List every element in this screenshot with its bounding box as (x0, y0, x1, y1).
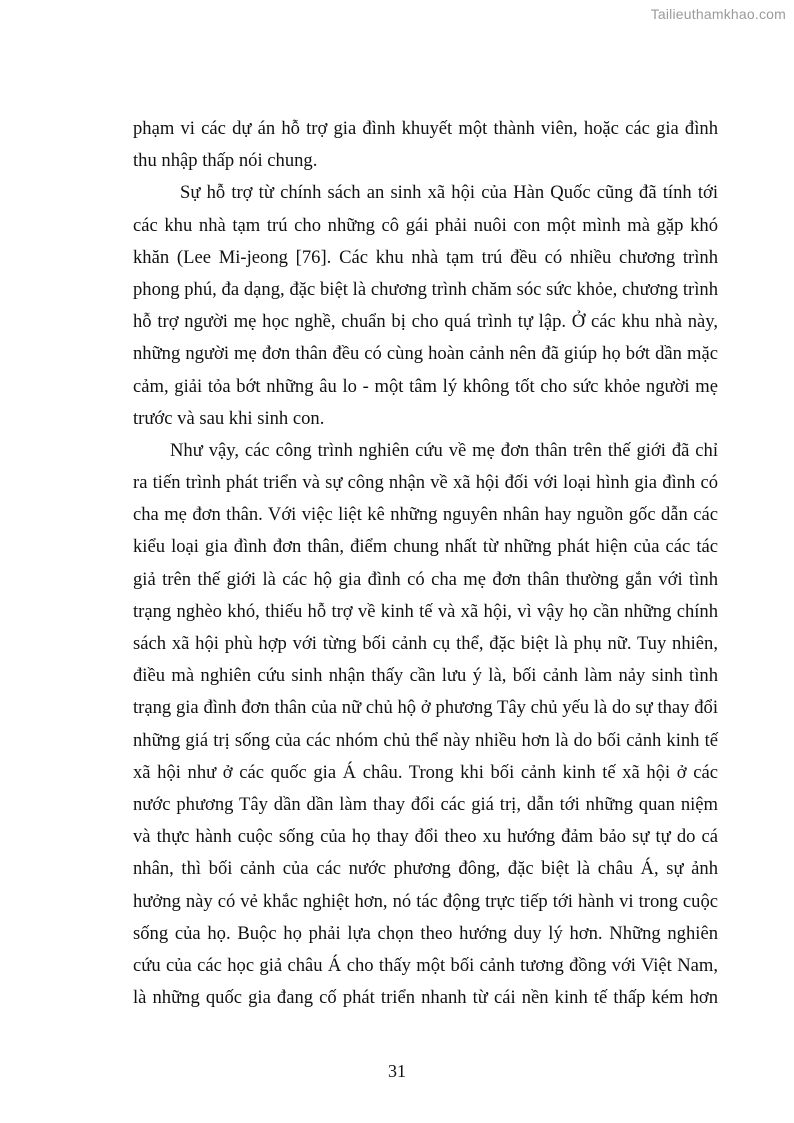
text-line: sống của họ. Buộc họ phải lựa chọn theo hướng duy lý hơn. Những nghiên (133, 922, 718, 944)
text-line: Như vậy, các công trình nghiên cứu về mẹ đơn thân trên thế giới đã chỉ (170, 439, 718, 461)
text-line: giả trên thế giới là các hộ gia đình có cha mẹ đơn thân thường gắn với tình (133, 568, 718, 590)
text-line: các khu nhà tạm trú cho những cô gái phải nuôi con một mình mà gặp khó (133, 214, 718, 236)
page-number: 31 (388, 1061, 406, 1081)
text-line: và thực hành cuộc sống của họ thay đổi theo xu hướng đảm bảo sự tự do cá (133, 826, 718, 848)
text-line: khăn (Lee Mi-jeong [76]. Các khu nhà tạm trú đều có nhiều chương trình (133, 246, 718, 268)
watermark-text: Tailieuthamkhao.com (650, 6, 786, 22)
text-line: hưởng này có vẻ khắc nghiệt hơn, nó tác động trực tiếp tới hành vi trong cuộc (133, 890, 718, 912)
text-line: phạm vi các dự án hỗ trợ gia đình khuyết một thành viên, hoặc các gia đình (133, 118, 718, 139)
text-line: là những quốc gia đang cố phát triển nhanh từ cái nền kinh tế thấp kém hơn (133, 987, 718, 1009)
text-line: điều mà nghiên cứu sinh nhận thấy cần lưu ý là, bối cảnh làm nảy sinh tình (133, 665, 718, 687)
text-line: cứu của các học giả châu Á cho thấy một bối cảnh tương đồng với Việt Nam, (133, 954, 718, 976)
text-line: cảm, giải tỏa bớt những âu lo - một tâm lý không tốt cho sức khỏe người mẹ (133, 375, 718, 397)
text-line: hỗ trợ người mẹ học nghề, chuẩn bị cho quá trình tự lập. Ở các khu nhà này, (133, 311, 718, 333)
text-line: thu nhập thấp nói chung. (133, 150, 318, 172)
text-line: sách xã hội phù hợp với từng bối cảnh cụ thể, đặc biệt là phụ nữ. Tuy nhiên, (133, 633, 718, 654)
text-line: kiểu loại gia đình đơn thân, điểm chung nhất từ những phát hiện của các tác (133, 536, 718, 558)
text-line: ra tiến trình phát triển và sự công nhận về xã hội đối với loại hình gia đình có (133, 472, 718, 494)
document-body (133, 113, 718, 1014)
text-line: những người mẹ đơn thân đều có cùng hoàn cảnh nên đã giúp họ bớt dần mặc (133, 343, 718, 365)
text-line: trạng nghèo khó, thiếu hỗ trợ về kinh tế và xã hội, vì vậy họ cần những chính (133, 600, 718, 622)
text-line: nhân, thì bối cảnh của các nước phương đông, đặc biệt là châu Á, sự ảnh (133, 858, 718, 880)
text-line: cha mẹ đơn thân. Với việc liệt kê những nguyên nhân hay nguồn gốc dẫn các (133, 504, 718, 526)
text-line: nước phương Tây dần dần làm thay đổi các giá trị, dẫn tới những quan niệm (133, 793, 718, 815)
text-line: trước và sau khi sinh con. (133, 407, 325, 429)
text-line: trạng gia đình đơn thân của nữ chủ hộ ở phương Tây chủ yếu là do sự thay đổi (133, 697, 718, 719)
text-line: Sự hỗ trợ từ chính sách an sinh xã hội của Hàn Quốc cũng đã tính tới (180, 182, 718, 204)
text-line: phong phú, đa dạng, đặc biệt là chương trình chăm sóc sức khỏe, chương trình (133, 278, 718, 300)
text-line: xã hội như ở các quốc gia Á châu. Trong khi bối cảnh kinh tế xã hội ở các (133, 761, 718, 783)
text-line: những giá trị sống của các nhóm chủ thể này nhiều hơn là do bối cảnh kinh tế (133, 729, 718, 751)
